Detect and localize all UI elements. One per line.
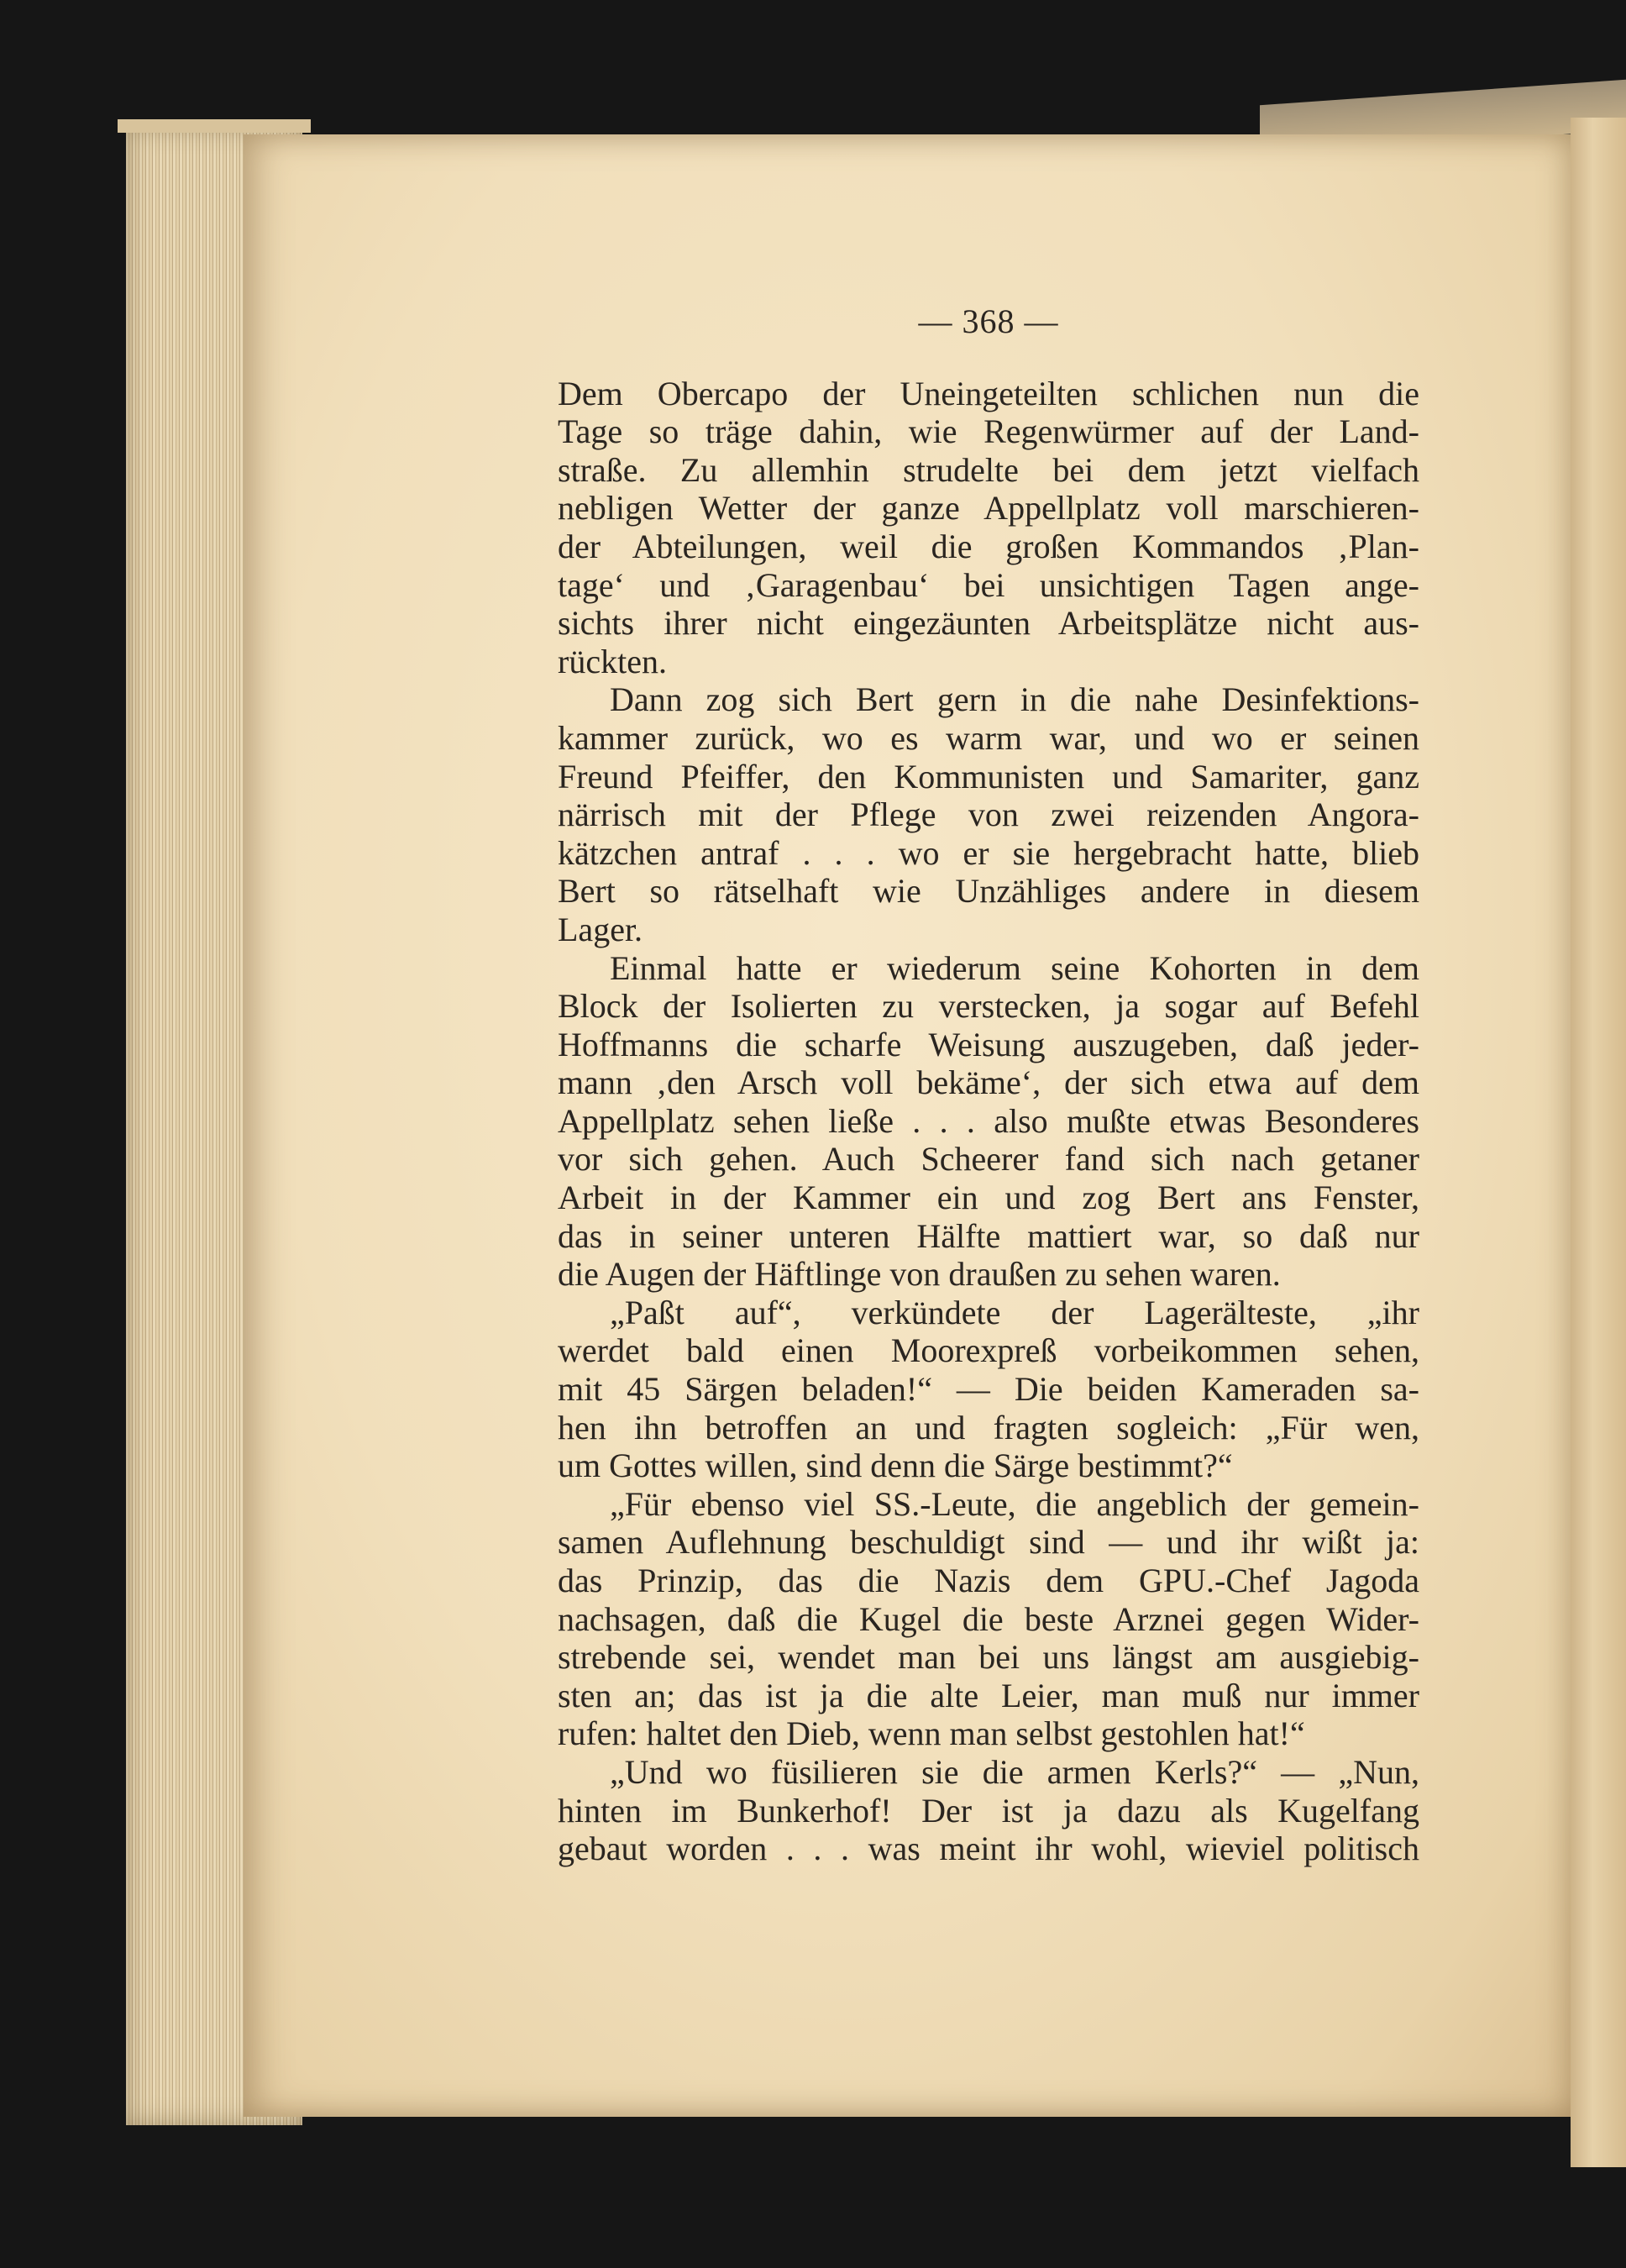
text-line: Arbeit in der Kammer ein und zog Bert ans Fenster, [558,1179,1419,1217]
text-line: vor sich gehen. Auch Scheerer fand sich nach getaner [558,1140,1419,1179]
text-line: närrisch mit der Pflege von zwei reizenden Angora- [558,795,1419,834]
body-text [558,375,1419,1868]
text-line: rufen: haltet den Dieb, wenn man selbst gestohlen hat!“ [558,1714,1305,1753]
paragraph [558,1753,1419,1868]
page-number: — 368 — [918,302,1059,340]
text-line: Freund Pfeiffer, den Kommunisten und Samariter, ganz [558,757,1419,795]
text-line: hinten im Bunkerhof! Der ist ja dazu als Kugelfang [558,1791,1419,1830]
text-line: kätzchen antraf . . . wo er sie hergebracht hatte, blieb [558,833,1419,872]
text-line: sten an; das ist ja die alte Leier, man muß nur immer [558,1676,1419,1714]
paragraph [558,375,1419,681]
text-line: straße. Zu allemhin strudelte bei dem jetzt vielfach [558,450,1419,489]
paragraph [558,1294,1419,1485]
text-line: gebaut worden . . . was meint ihr wohl, wieviel politisch [558,1830,1419,1868]
text-line: mann ‚den Arsch voll bekäme‘, der sich etwa auf dem [558,1063,1419,1102]
text-line: Dann zog sich Bert gern in die nahe Desinfektions- [610,680,1419,719]
text-line: „Für ebenso viel SS.-Leute, die angeblich der gemein- [610,1484,1419,1523]
text-line: Block der Isolierten zu verstecken, ja sogar auf Befehl [558,987,1419,1026]
text-line: Lager. [558,910,643,948]
text-line: hen ihn betroffen an und fragten sogleich: „Für wen, [558,1408,1419,1446]
text-line: nebligen Wetter der ganze Appellplatz voll marschieren- [558,489,1419,528]
text-line: Dem Obercapo der Uneingeteilten schlichen nun die [558,374,1419,412]
book-cover-edge [1571,118,1626,2167]
page-text-block [558,302,1419,1868]
text-line: sichts ihrer nicht eingezäunten Arbeitsplätze nicht aus- [558,604,1419,643]
text-line: um Gottes willen, sind denn die Särge bestimmt?“ [558,1446,1233,1485]
text-line: „Paßt auf“, verkündete der Lagerälteste, „ihr [610,1293,1419,1331]
text-line: rückten. [558,642,667,680]
text-line: samen Auflehnung beschuldigt sind — und ihr wißt ja: [558,1523,1419,1562]
text-line: Bert so rätselhaft wie Unzähliges andere in diesem [558,872,1419,911]
text-line: Appellplatz sehen ließe . . . also mußte etwas Besonderes [558,1101,1419,1140]
text-line: das Prinzip, das die Nazis dem GPU.-Chef Jagoda [558,1562,1419,1599]
text-line: Hoffmanns die scharfe Weisung auszugeben, daß jeder- [558,1025,1419,1063]
text-line: „Und wo füsilieren sie die armen Kerls?“ — „Nun, [610,1752,1419,1791]
text-line: tage‘ und ‚Garagenbau‘ bei unsichtigen Tagen ange- [558,565,1419,604]
paragraph [558,949,1419,1294]
text-line: strebende sei, wendet man bei uns längst am ausgiebig- [558,1638,1419,1677]
text-line: das in seiner unteren Hälfte mattiert war, so daß nur [558,1216,1419,1255]
text-line: kammer zurück, wo es warm war, und wo er seinen [558,718,1419,757]
text-line: nachsagen, daß die Kugel die beste Arznei gegen Wider- [558,1599,1419,1638]
text-line: die Augen der Häftlinge von draußen zu sehen waren. [558,1255,1281,1294]
text-line: werdet bald einen Moorexpreß vorbeikommen sehen, [558,1331,1419,1370]
paragraph [558,680,1419,948]
text-line: Einmal hatte er wiederum seine Kohorten in dem [610,948,1419,987]
paragraph [558,1485,1419,1753]
text-line: der Abteilungen, weil die großen Kommandos ‚Plan- [558,527,1419,565]
text-line: mit 45 Särgen beladen!“ — Die beiden Kameraden sa- [558,1370,1419,1409]
text-line: Tage so träge dahin, wie Regenwürmer auf der Land- [558,412,1419,451]
